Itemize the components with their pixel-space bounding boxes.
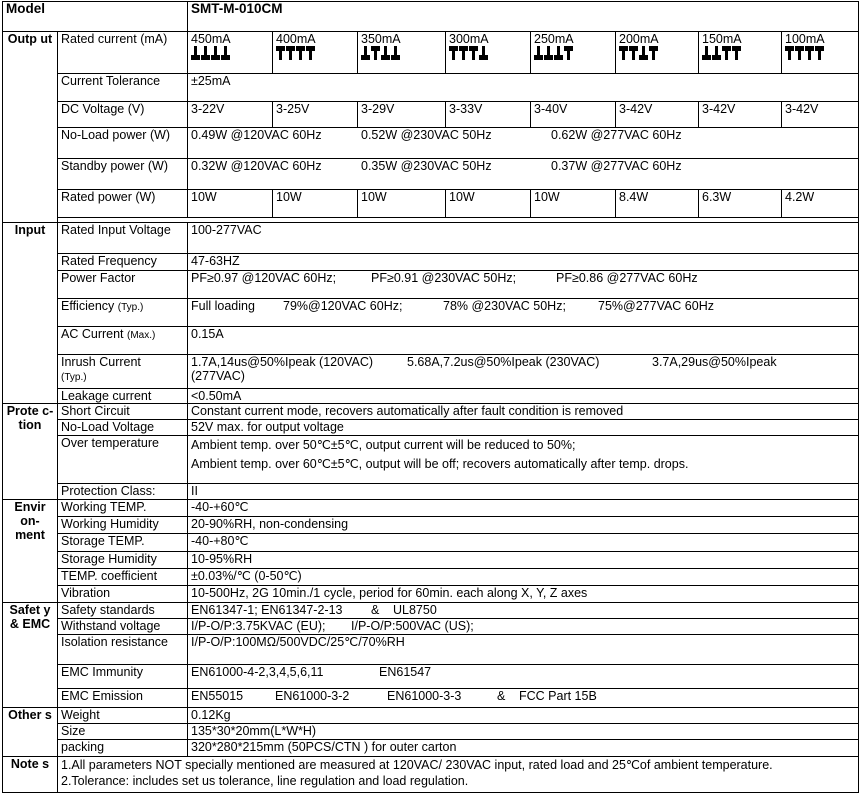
emc-emission-value: EN55015 — [191, 689, 244, 703]
no-load-power-values — [188, 128, 859, 159]
emc-immunity-value: EN61000-4-2,3,4,5,6,11 — [191, 665, 324, 679]
rated-frequency-row — [3, 254, 859, 271]
over-temperature-row — [3, 436, 859, 484]
dip-switch-icon — [534, 46, 612, 62]
ac-current-row — [3, 327, 859, 355]
power-factor-label: Power Factor — [58, 271, 188, 299]
emc-emission-value: & — [497, 689, 506, 703]
dip-pin-icon — [201, 46, 210, 60]
rated-input-voltage-label: Rated Input Voltage — [58, 223, 188, 254]
safety-standards-row — [3, 603, 859, 619]
temp-coefficient-row — [3, 569, 859, 586]
storage-humidity-row — [3, 552, 859, 569]
vibration-value: 10-500Hz, 2G 10min./1 cycle, period for 60min. each along X, Y, Z axes — [188, 586, 859, 603]
rated-current-value: 400mA — [276, 32, 316, 46]
emc-emission-value: FCC Part 15B — [519, 689, 597, 703]
dip-pin-icon — [722, 46, 731, 60]
working-temp-label: Working TEMP. — [58, 500, 188, 517]
leakage-current-value: <0.50mA — [188, 389, 859, 404]
efficiency-label: Efficiency — [61, 299, 115, 313]
efficiency-label-note: (Typ.) — [117, 302, 144, 313]
dc-voltage-value: 3-40V — [531, 102, 616, 128]
no-load-power-row — [3, 128, 859, 159]
dip-pin-icon — [449, 46, 458, 60]
storage-humidity-value: 10-95%RH — [188, 552, 859, 569]
standby-power-label: Standby power (W) — [58, 159, 188, 190]
dc-voltage-row — [3, 102, 859, 128]
weight-label: Weight — [58, 708, 188, 724]
efficiency-value: 79%@120VAC 60Hz; — [283, 299, 403, 313]
working-temp-value: -40-+60℃ — [188, 500, 859, 517]
withstand-voltage-value: I/P-O/P:500VAC (US); — [351, 619, 474, 633]
dc-voltage-value: 3-42V — [699, 102, 782, 128]
temp-coefficient-value: ±0.03%/℃ (0-50℃) — [188, 569, 859, 586]
over-temperature-values — [188, 436, 859, 484]
power-factor-values — [188, 271, 859, 299]
dip-pin-icon — [732, 46, 741, 60]
short-circuit-value: Constant current mode, recovers automatically after fault condition is removed — [188, 404, 859, 420]
ac-current-label: AC Current — [61, 327, 124, 341]
dip-pin-icon — [805, 46, 814, 60]
packing-row — [3, 740, 859, 757]
inrush-current-values — [188, 355, 859, 389]
dip-pin-icon — [459, 46, 468, 60]
dc-voltage-value: 3-42V — [782, 102, 859, 128]
rated-power-value: 6.3W — [699, 190, 782, 218]
rated-power-label: Rated power (W) — [58, 190, 188, 218]
leakage-current-label: Leakage current — [58, 389, 188, 404]
dip-pin-icon — [544, 46, 553, 60]
efficiency-value: 75%@277VAC 60Hz — [598, 299, 714, 313]
withstand-voltage-row — [3, 619, 859, 635]
dc-voltage-value: 3-29V — [358, 102, 446, 128]
group-others: Other s — [3, 708, 58, 757]
rated-power-value: 10W — [531, 190, 616, 218]
safety-standards-values — [188, 603, 859, 619]
emc-immunity-values — [188, 665, 859, 689]
packing-label: packing — [58, 740, 188, 757]
temp-coefficient-label: TEMP. coefficient — [58, 569, 188, 586]
rated-current-value: 150mA — [702, 32, 742, 46]
inrush-current-value-line2: (277VAC) — [191, 369, 245, 383]
rated-current-row — [3, 32, 859, 74]
efficiency-row — [3, 299, 859, 327]
power-factor-value: PF≥0.97 @120VAC 60Hz; — [191, 271, 337, 285]
power-factor-value: PF≥0.86 @277VAC 60Hz — [556, 271, 698, 285]
rated-current-cell — [188, 32, 273, 74]
dip-switch-icon — [619, 46, 695, 62]
model-row — [3, 2, 859, 32]
rated-power-value: 4.2W — [782, 190, 859, 218]
working-temp-row — [3, 500, 859, 517]
rated-current-value: 250mA — [534, 32, 574, 46]
dip-pin-icon — [815, 46, 824, 60]
dip-switch-icon — [191, 46, 269, 62]
rated-power-value: 8.4W — [616, 190, 699, 218]
efficiency-values — [188, 299, 859, 327]
dip-switch-icon — [276, 46, 354, 62]
dc-voltage-value: 3-25V — [273, 102, 358, 128]
group-protection: Prote c-tion — [3, 404, 58, 500]
protection-class-row — [3, 484, 859, 500]
over-temperature-line: Ambient temp. over 50℃±5℃, output current will be reduced to 50%; — [191, 438, 576, 452]
rated-power-value: 10W — [188, 190, 273, 218]
dip-pin-icon — [649, 46, 658, 60]
dip-pin-icon — [296, 46, 305, 60]
no-load-voltage-value: 52V max. for output voltage — [188, 420, 859, 436]
dip-pin-icon — [371, 46, 380, 60]
dip-pin-icon — [276, 46, 285, 60]
notes-row — [3, 757, 859, 793]
ac-current-value: 0.15A — [188, 327, 859, 355]
short-circuit-row — [3, 404, 859, 420]
dip-pin-icon — [564, 46, 573, 60]
rated-power-value: 10W — [273, 190, 358, 218]
working-humidity-value: 20-90%RH, non-condensing — [188, 517, 859, 534]
inrush-current-value: 1.7A,14us@50%Ipeak (120VAC) — [191, 355, 374, 369]
packing-value: 320*280*215mm (50PCS/CTN ) for outer carton — [188, 740, 859, 757]
dip-pin-icon — [391, 46, 400, 60]
rated-current-cell — [616, 32, 699, 74]
dip-switch-icon — [449, 46, 527, 62]
isolation-resistance-value: I/P-O/P:100MΩ/500VDC/25℃/70%RH — [188, 635, 859, 665]
no-load-voltage-row — [3, 420, 859, 436]
inrush-current-value: 3.7A,29us@50%Ipeak — [652, 355, 777, 369]
dip-pin-icon — [286, 46, 295, 60]
power-factor-row — [3, 271, 859, 299]
dip-pin-icon — [381, 46, 390, 60]
leakage-current-row — [3, 389, 859, 404]
group-environment: Envir on- ment — [3, 500, 58, 603]
dip-pin-icon — [702, 46, 711, 60]
protection-class-label: Protection Class: — [58, 484, 188, 500]
current-tolerance-label: Current Tolerance — [58, 74, 188, 102]
power-factor-value: PF≥0.91 @230VAC 50Hz; — [371, 271, 517, 285]
group-safety: Safet y & EMC — [3, 603, 58, 708]
group-input: Input — [3, 223, 58, 404]
safety-standards-label: Safety standards — [58, 603, 188, 619]
emc-immunity-row — [3, 665, 859, 689]
note-line: 1.All parameters NOT specially mentioned are measured at 120VAC/ 230VAC input, rated load and 25℃of ambient temperature. — [61, 758, 773, 772]
dip-pin-icon — [479, 46, 488, 60]
rated-current-value: 200mA — [619, 32, 659, 46]
safety-standards-value: & — [371, 603, 380, 617]
emc-emission-value: EN61000-3-2 — [275, 689, 350, 703]
dip-pin-icon — [629, 46, 638, 60]
dip-switch-icon — [702, 46, 778, 62]
storage-humidity-label: Storage Humidity — [58, 552, 188, 569]
withstand-voltage-values — [188, 619, 859, 635]
dip-pin-icon — [639, 46, 648, 60]
efficiency-value: Full loading — [191, 299, 255, 313]
current-tolerance-value: ±25mA — [188, 74, 859, 102]
dip-pin-icon — [211, 46, 220, 60]
withstand-voltage-label: Withstand voltage — [58, 619, 188, 635]
emc-emission-value: EN61000-3-3 — [387, 689, 462, 703]
dip-pin-icon — [191, 46, 200, 60]
weight-value: 0.12Kg — [188, 708, 859, 724]
rated-power-value: 10W — [446, 190, 531, 218]
model-label: Model — [3, 2, 188, 32]
efficiency-value: 78% @230VAC 50Hz; — [443, 299, 566, 313]
rated-current-cell — [782, 32, 859, 74]
dip-pin-icon — [795, 46, 804, 60]
rated-current-cell — [699, 32, 782, 74]
inrush-current-row — [3, 355, 859, 389]
standby-power-value: 0.37W @277VAC 60Hz — [551, 159, 682, 173]
rated-current-label: Rated current (mA) — [58, 32, 188, 74]
isolation-resistance-label: Isolation resistance — [58, 635, 188, 665]
ac-current-label-note: (Max.) — [127, 330, 156, 341]
no-load-power-label: No-Load power (W) — [58, 128, 188, 159]
weight-row — [3, 708, 859, 724]
storage-temp-row — [3, 534, 859, 552]
size-label: Size — [58, 724, 188, 740]
short-circuit-label: Short Circuit — [58, 404, 188, 420]
dip-pin-icon — [306, 46, 315, 60]
current-tolerance-row — [3, 74, 859, 102]
ac-current-label-cell — [58, 327, 188, 355]
safety-standards-value: EN61347-1; EN61347-2-13 — [191, 603, 343, 617]
standby-power-values — [188, 159, 859, 190]
model-value: SMT-M-010CM — [188, 2, 859, 32]
no-load-power-value: 0.49W @120VAC 60Hz — [191, 128, 322, 142]
storage-temp-value: -40-+80℃ — [188, 534, 859, 552]
dip-switch-icon — [361, 46, 442, 62]
spec-table — [2, 1, 859, 793]
notes-values — [58, 757, 859, 793]
group-output: Outp ut — [3, 32, 58, 223]
rated-current-value: 300mA — [449, 32, 489, 46]
group-notes: Note s — [3, 757, 58, 793]
efficiency-label-cell — [58, 299, 188, 327]
rated-frequency-label: Rated Frequency — [58, 254, 188, 271]
size-value: 135*30*20mm(L*W*H) — [188, 724, 859, 740]
dip-pin-icon — [712, 46, 721, 60]
rated-input-voltage-value: 100-277VAC — [188, 223, 859, 254]
rated-input-voltage-row — [3, 223, 859, 254]
dc-voltage-label: DC Voltage (V) — [58, 102, 188, 128]
inrush-current-label-note: (Typ.) — [61, 372, 87, 383]
inrush-current-value: 5.68A,7.2us@50%Ipeak (230VAC) — [407, 355, 600, 369]
inrush-current-label: Inrush Current — [61, 355, 141, 369]
emc-emission-values — [188, 689, 859, 708]
dip-pin-icon — [469, 46, 478, 60]
emc-immunity-value: EN61547 — [379, 665, 432, 679]
vibration-label: Vibration — [58, 586, 188, 603]
dc-voltage-value: 3-42V — [616, 102, 699, 128]
dc-voltage-value: 3-22V — [188, 102, 273, 128]
rated-current-cell — [273, 32, 358, 74]
vibration-row — [3, 586, 859, 603]
inrush-current-label-cell — [58, 355, 188, 389]
withstand-voltage-value: I/P-O/P:3.75KVAC (EU); — [191, 619, 326, 633]
rated-current-value: 100mA — [785, 32, 825, 46]
standby-power-row — [3, 159, 859, 190]
safety-standards-value: UL8750 — [393, 603, 437, 617]
standby-power-value: 0.35W @230VAC 50Hz — [361, 159, 492, 173]
rated-current-cell — [358, 32, 446, 74]
rated-power-row — [3, 190, 859, 218]
rated-current-cell — [446, 32, 531, 74]
working-humidity-label: Working Humidity — [58, 517, 188, 534]
rated-frequency-value: 47-63HZ — [188, 254, 859, 271]
dip-pin-icon — [534, 46, 543, 60]
working-humidity-row — [3, 517, 859, 534]
dip-pin-icon — [221, 46, 230, 60]
rated-current-value: 450mA — [191, 32, 231, 46]
dip-pin-icon — [554, 46, 563, 60]
no-load-voltage-label: No-Load Voltage — [58, 420, 188, 436]
protection-class-value: II — [188, 484, 859, 500]
over-temperature-line: Ambient temp. over 60℃±5℃, output will be off; recovers automatically after temp. drops. — [191, 457, 689, 471]
rated-current-cell — [531, 32, 616, 74]
rated-current-value: 350mA — [361, 32, 401, 46]
dip-pin-icon — [619, 46, 628, 60]
dc-voltage-value: 3-33V — [446, 102, 531, 128]
dip-switch-icon — [785, 46, 855, 62]
dip-pin-icon — [785, 46, 794, 60]
isolation-resistance-row — [3, 635, 859, 665]
no-load-power-value: 0.52W @230VAC 50Hz — [361, 128, 492, 142]
over-temperature-label: Over temperature — [58, 436, 188, 484]
note-line: 2.Tolerance: includes set us tolerance, line regulation and load regulation. — [61, 774, 469, 788]
rated-power-value: 10W — [358, 190, 446, 218]
emc-emission-label: EMC Emission — [58, 689, 188, 708]
no-load-power-value: 0.62W @277VAC 60Hz — [551, 128, 682, 142]
storage-temp-label: Storage TEMP. — [58, 534, 188, 552]
standby-power-value: 0.32W @120VAC 60Hz — [191, 159, 322, 173]
dip-pin-icon — [361, 46, 370, 60]
emc-immunity-label: EMC Immunity — [58, 665, 188, 689]
size-row — [3, 724, 859, 740]
emc-emission-row — [3, 689, 859, 708]
